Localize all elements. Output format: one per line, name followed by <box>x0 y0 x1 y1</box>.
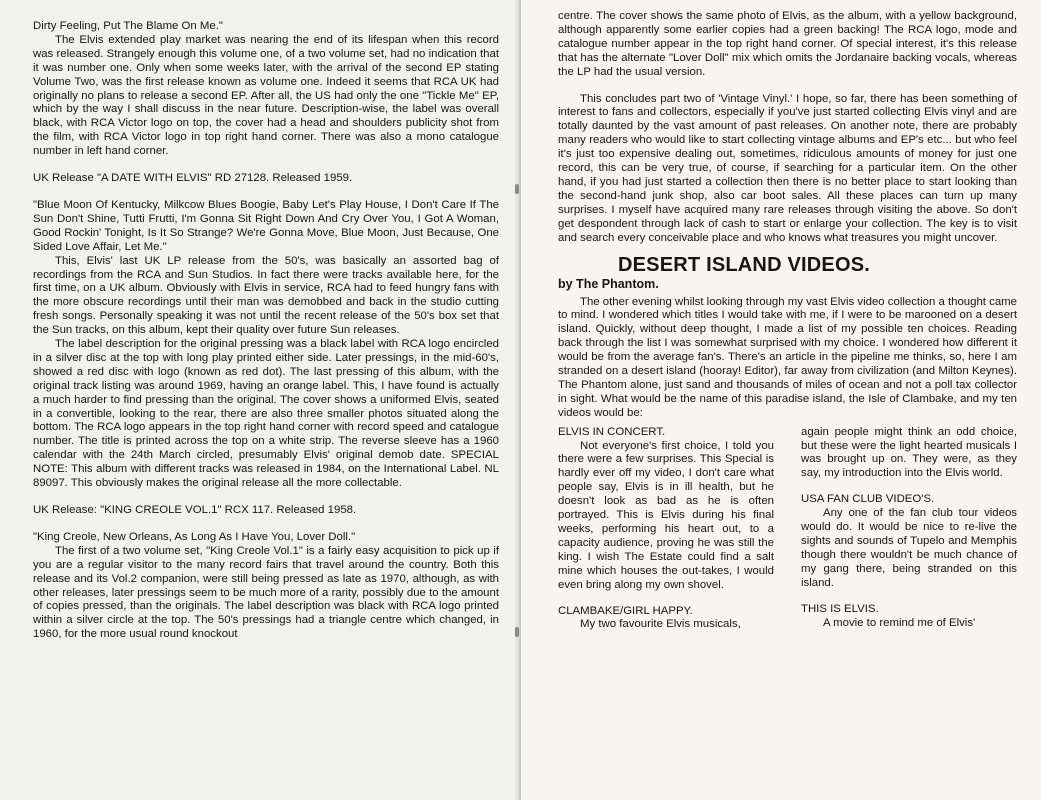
staple-mark <box>515 184 519 194</box>
article-column-left <box>558 426 774 633</box>
video-heading-usa-fan-club: USA FAN CLUB VIDEO'S. <box>801 493 935 506</box>
video-text-this-is-elvis: A movie to remind me of Elvis' <box>823 616 976 629</box>
right-page <box>521 0 1041 800</box>
left-paragraph-2: The Elvis extended play market was nearing the end of its lifespan when this record was released. Strangely enough this volume one, of a two volume set, had no indication that it was number one. Only when some weeks later, with the arrival of the second EP stating Volume Two, was the first release known as volume one. Indeed it seems that RCA UK had originally no plans to release a second EP. After all, the US had only the one "Tickle Me" EP, which by the way I shall discuss in the near future. Description-wise, the label was overall black, with RCA Victor logo on top, the cover had a head and shoulders publicity shot from the film, with RCA Victor logo in top right hand corner. There was also a mono catalogue number in left hand corner. <box>33 33 499 158</box>
video-heading-clambake: CLAMBAKE/GIRL HAPPY. <box>558 604 693 617</box>
left-paragraph-6: The label description for the original pressing was a black label with RCA logo encircled in a silver disc at the top with long play printed either side. Later pressings, in the mid-60's, showed a red disc with logo (known as red dot). The last pressing of this album, with the original track listing was around 1969, having an orange label. This, I have found is actually a much harder to find pressing than the original. The cover shows a uniformed Elvis, seated in a convertible, looking to the rear, there are also three smaller photos situated along the bottom. The RCA logo appears in the top right hand corner with record speed and catalogue number. The title is printed across the top on a white strip. The reverse sleeve has a 1960 calendar with the 24th March circled, presumably Elvis' original demob date. SPECIAL NOTE: This album with different tracks was released in 1984, on the International Label. NL 89097. This obviously makes the original release all the more collectable. <box>33 338 499 490</box>
left-page <box>0 0 519 800</box>
article-title: DESERT ISLAND VIDEOS. <box>618 253 871 276</box>
staple-mark <box>515 627 519 637</box>
right-paragraph-1: centre. The cover shows the same photo of Elvis, as the album, with a yellow background, although apparently some earlier copies had a green backing! The RCA logo, mode and catalogue number appear in the top right hand corner. Of special interest, it's this release that has the alternate "Lover Doll" mix which omits the Jordanaire backing vocals, whereas the LP had the usual version. <box>558 10 1017 78</box>
article-intro: The other evening whilst looking through my vast Elvis video collection a thought came to mind. I wondered which titles I would take with me, if I were to be marooned on a desert island. Quickly, without deep thought, I made a list of my possible ten choices. Reading back through the list I was somewhat surprised with my choice. I wondered how different it would be from the average fan's. There's an article in the pipeline me thinks, so, here I am stranded on a desert island (hooray! Editor), far away from civilization (and Milton Keynes). The Phantom alone, just sand and thousands of miles of ocean and not a poll tax collector in sight. What would be the name of this paradise island, the Isle of Clambake, and my ten videos would be: <box>558 295 1017 419</box>
video-text-clambake-continued: again people might think an odd choice, but these were the light hearted musicals I was brought up on. They were, as they say, my introduction into the Elvis world. <box>801 425 1017 480</box>
video-heading-this-is-elvis: THIS IS ELVIS. <box>801 602 879 615</box>
track-list-date-with-elvis: "Blue Moon Of Kentucky, Milkcow Blues Boogie, Baby Let's Play House, I Don't Care If The Sun Don't Shine, Tutti Frutti, I'm Gonna Sit Right Down And Cry Over You, I Got A Woman, Good Rockin' Tonight, Is It So Strange? We're Gonna Move, Blue Moon, Just Because, One Sided Love Affair, Let Me." <box>33 198 499 253</box>
release-heading-date-with-elvis: UK Release "A DATE WITH ELVIS" RD 27128. Released 1959. <box>33 172 353 185</box>
left-paragraph-5: This, Elvis' last UK LP release from the 50's, was basically an assorted bag of recordings from the RCA and Sun Studios. In fact there were tracks available here, for the first time, on a UK album. Obviously with Elvis in service, RCA had to feed hungry fans with the more obscure recordings until their man was demobbed and back in the studio cutting fresh songs. Personally speaking it was not until the recent release of the 50's box set that the Sun tracks, on this album, kept their quality over future Sun releases. <box>33 254 499 337</box>
video-text-usa-fan-club: Any one of the fan club tour videos would do. It would be nice to re-live the sights and sounds of Tupelo and Memphis though there wouldn't be much chance of my gang there, being stranded on this island. <box>801 507 1017 589</box>
video-text-clambake: My two favourite Elvis musicals, <box>580 618 741 631</box>
article-byline: by The Phantom. <box>558 276 659 291</box>
video-text-elvis-in-concert: Not everyone's first choice, I told you there were a few surprises. This Special is hardly ever off my video, I don't care what people say, Elvis is in ill health, but he doesn't look as bad as he is often portrayed. This is Elvis during his final weeks, performing his heart out, to a capacity audience, proving he was still the king. I wish The Estate could find a salt mine which houses the out-takes, I would even bring along my own shovel. <box>558 439 774 591</box>
left-paragraph-9: The first of a two volume set, "King Creole Vol.1" is a fairly easy acquisition to pick up if you are a regular visitor to the many record fairs that travel around the country. Both this release and its Vol.2 companion, were still being pressed as late as 1970, although, as with other releases, later pressings seem to be much more of a rarity, possibly due to the amount of copies pressed, than the originals. The label description was black with RCA logo printed within a silver circle at the top. The 50's pressings had a triangle centre which changed, in 1960, for the more usual round knockout <box>33 544 499 641</box>
video-heading-elvis-in-concert: ELVIS IN CONCERT. <box>558 425 666 438</box>
left-paragraph-1: Dirty Feeling, Put The Blame On Me." <box>33 20 223 32</box>
track-list-king-creole: "King Creole, New Orleans, As Long As I Have You, Lover Doll." <box>33 530 356 543</box>
article-columns <box>558 426 1017 633</box>
right-paragraph-2: This concludes part two of 'Vintage Vinyl.' I hope, so far, there has been something of interest to fans and collectors, especially if you've just started collecting Elvis vinyl and are totally daunted by the vast amount of past releases. On another note, there are probably many readers who would like to start collecting vintage albums and EP's etc... but who feel it's just too expensive dealing out, sometimes, ridiculous amounts of money for just one record, this can be very true, of course, if searching for a particular item. On the other hand, if you had just started a collection then there is no better place to start looking than the second-hand junk shop, also car boot sales. All these places can turn up many surprises. I myself have acquired many rare releases through visiting the above. So don't get despondent through lack of cash to start or enlarge your collection. The key is to visit and search every conceivable place and who knows what treasures you might uncover. <box>558 92 1017 244</box>
article-column-right <box>801 426 1017 633</box>
release-heading-king-creole: UK Release: "KING CREOLE VOL.1" RCX 117. Released 1958. <box>33 504 357 516</box>
